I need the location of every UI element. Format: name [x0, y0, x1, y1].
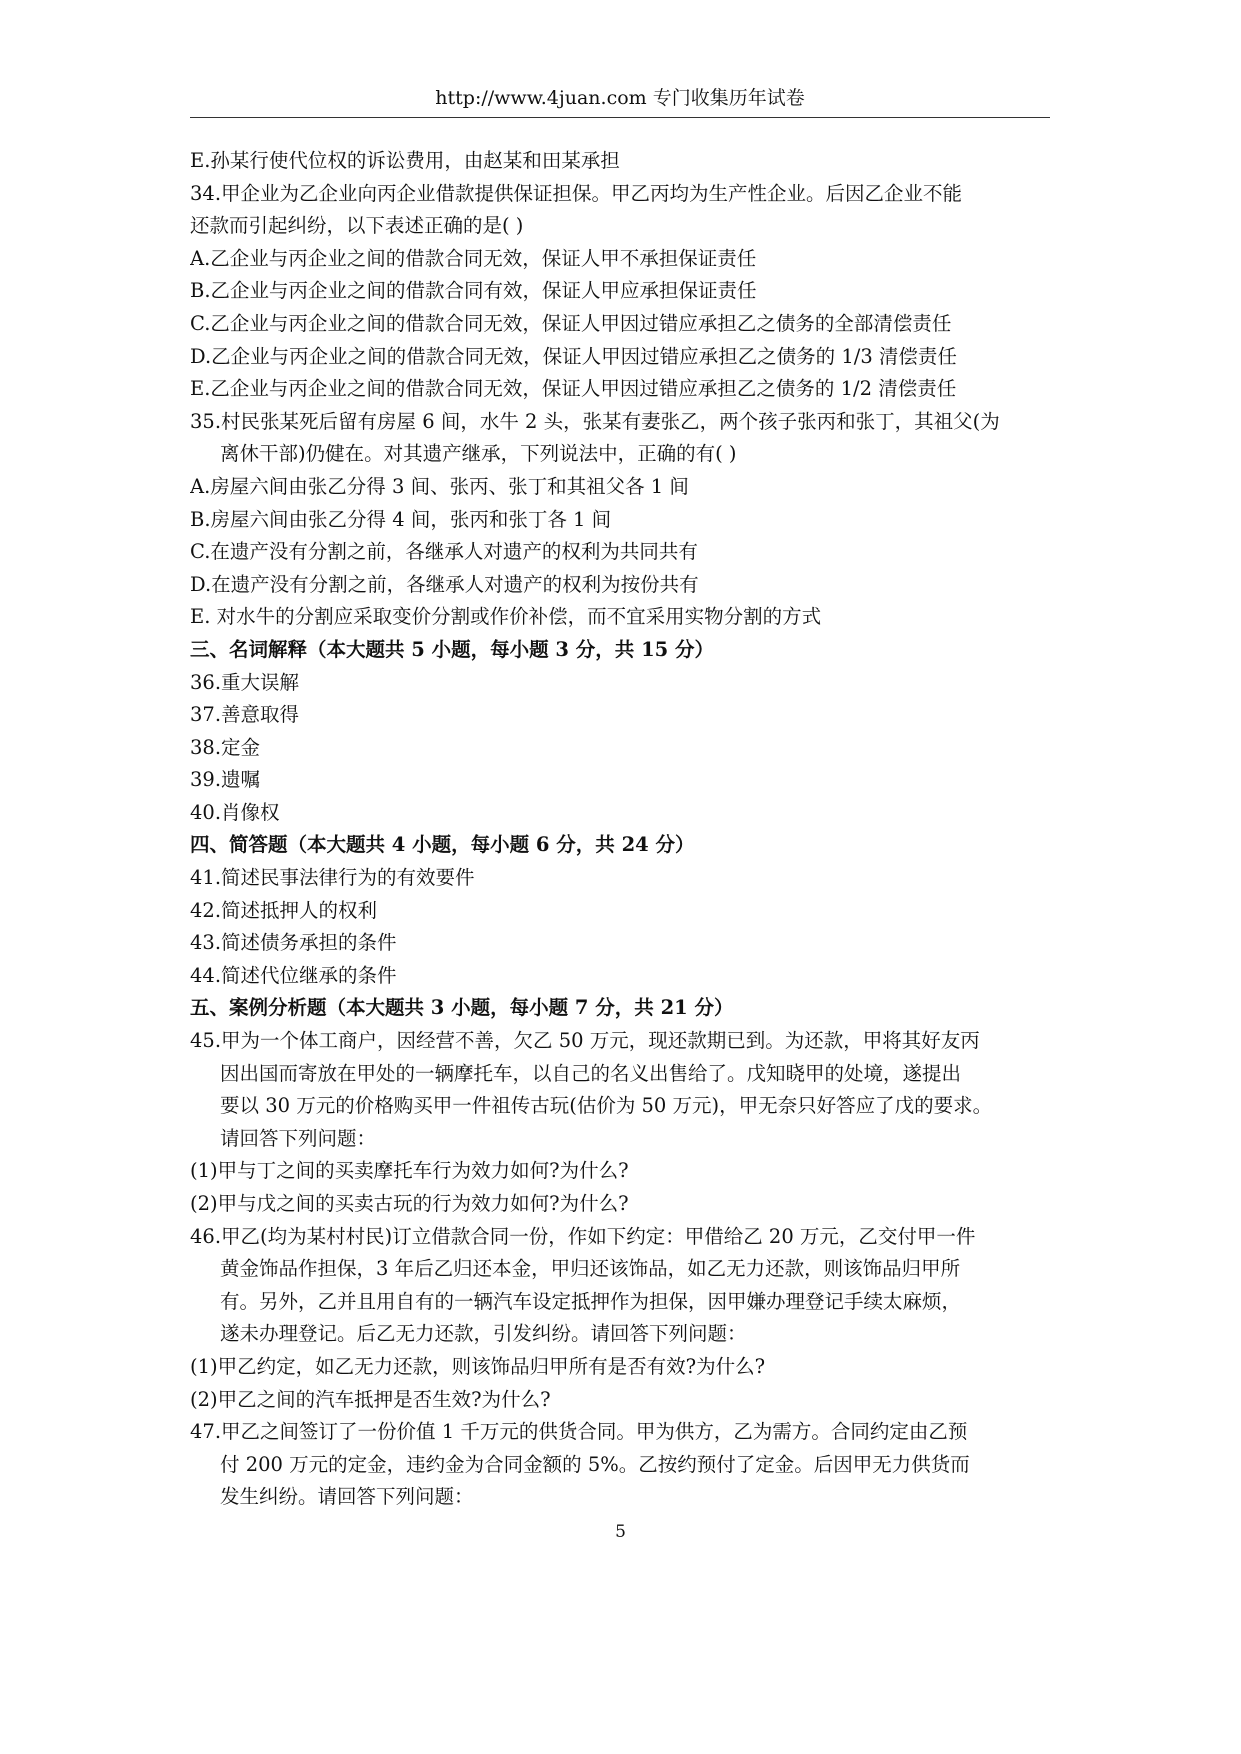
- text-line: 发生纠纷。请回答下列问题：: [220, 1485, 474, 1509]
- text-line: B.乙企业与丙企业之间的借款合同有效，保证人甲应承担保证责任: [190, 279, 757, 303]
- text-line: 44.简述代位继承的条件: [190, 963, 397, 987]
- text-line: C.乙企业与丙企业之间的借款合同无效，保证人甲因过错应承担乙之债务的全部清偿责任: [190, 311, 952, 335]
- text-line: A.乙企业与丙企业之间的借款合同无效，保证人甲不承担保证责任: [190, 246, 757, 270]
- text-line: 38.定金: [190, 735, 261, 759]
- text-line: 43.简述债务承担的条件: [190, 931, 397, 955]
- text-line: 34.甲企业为乙企业向丙企业借款提供保证担保。甲乙丙均为生产性企业。后因乙企业不能: [190, 181, 963, 205]
- page-number: 5: [615, 1522, 626, 1542]
- text-line: E. 对水牛的分割应采取变价分割或作价补偿，而不宜采用实物分割的方式: [190, 605, 822, 629]
- text-line: 47.甲乙之间签订了一份价值 1 千万元的供货合同。甲为供方，乙为需方。合同约定由乙预: [190, 1420, 968, 1444]
- text-line: (2)甲与戊之间的买卖古玩的行为效力如何?为什么?: [190, 1192, 629, 1215]
- page-header: http://www.4juan.com 专门收集历年试卷: [435, 87, 805, 109]
- text-line: 付 200 万元的定金，违约金为合同金额的 5%。乙按约预付了定金。后因甲无力供货而: [220, 1452, 970, 1476]
- text-line: 39.遗嘱: [190, 768, 261, 792]
- text-line: A.房屋六间由张乙分得 3 间、张丙、张丁和其祖父各 1 间: [190, 474, 689, 498]
- text-line: 42.简述抵押人的权利: [190, 898, 378, 922]
- text-line: 遂未办理登记。后乙无力还款，引发纠纷。请回答下列问题：: [220, 1322, 747, 1346]
- text-line: 45.甲为一个体工商户，因经营不善，欠乙 50 万元，现还款期已到。为还款，甲将其好友丙: [190, 1029, 980, 1053]
- text-line: D.在遗产没有分割之前，各继承人对遗产的权利为按份共有: [190, 572, 699, 596]
- text-line: E.孙某行使代位权的诉讼费用，由赵某和田某承担: [190, 149, 620, 172]
- text-line: C.在遗产没有分割之前，各继承人对遗产的权利为共同共有: [190, 540, 698, 564]
- section-heading: 四、简答题（本大题共 4 小题，每小题 6 分，共 24 分）: [190, 833, 695, 857]
- section-heading: 三、名词解释（本大题共 5 小题，每小题 3 分，共 15 分）: [190, 637, 715, 661]
- text-line: B.房屋六间由张乙分得 4 间，张丙和张丁各 1 间: [190, 507, 612, 531]
- text-line: 41.简述民事法律行为的有效要件: [190, 866, 475, 890]
- text-line: (1)甲乙约定，如乙无力还款，则该饰品归甲所有是否有效?为什么?: [190, 1354, 766, 1378]
- text-line: 37.善意取得: [190, 703, 300, 727]
- text-line: 要以 30 万元的价格购买甲一件祖传古玩(估价为 50 万元)，甲无奈只好答应了戊的要求。: [220, 1094, 993, 1118]
- header-rule: [190, 117, 1050, 118]
- text-line: 35.村民张某死后留有房屋 6 间，水牛 2 头，张某有妻张乙，两个孩子张丙和张丁，其祖父(为: [190, 409, 1000, 433]
- text-line: 离休干部)仍健在。对其遗产继承，下列说法中，正确的有( ): [220, 442, 737, 466]
- text-line: 请回答下列问题：: [220, 1126, 377, 1150]
- text-line: 因出国而寄放在甲处的一辆摩托车，以自己的名义出售给了。戊知晓甲的处境，遂提出: [220, 1061, 962, 1085]
- section-heading: 五、案例分析题（本大题共 3 小题，每小题 7 分，共 21 分）: [190, 996, 734, 1020]
- exam-content: [190, 145, 1050, 1514]
- text-line: 有。另外，乙并且用自有的一辆汽车设定抵押作为担保，因甲嫌办理登记手续太麻烦，: [220, 1289, 962, 1313]
- text-line: (2)甲乙之间的汽车抵押是否生效?为什么?: [190, 1387, 551, 1411]
- text-line: 黄金饰品作担保，3 年后乙归还本金，甲归还该饰品，如乙无力还款，则该饰品归甲所: [220, 1257, 961, 1281]
- text-line: 46.甲乙(均为某村村民)订立借款合同一份，作如下约定：甲借给乙 20 万元，乙交付甲一件: [190, 1224, 976, 1248]
- text-line: D.乙企业与丙企业之间的借款合同无效，保证人甲因过错应承担乙之债务的 1/3 清偿责任: [190, 344, 957, 368]
- text-line: 36.重大误解: [190, 670, 300, 694]
- text-line: E.乙企业与丙企业之间的借款合同无效，保证人甲因过错应承担乙之债务的 1/2 清偿责任: [190, 377, 957, 401]
- text-line: (1)甲与丁之间的买卖摩托车行为效力如何?为什么?: [190, 1159, 629, 1183]
- text-line: 40.肖像权: [190, 800, 280, 824]
- text-line: 还款而引起纠纷，以下表述正确的是( ): [190, 214, 524, 238]
